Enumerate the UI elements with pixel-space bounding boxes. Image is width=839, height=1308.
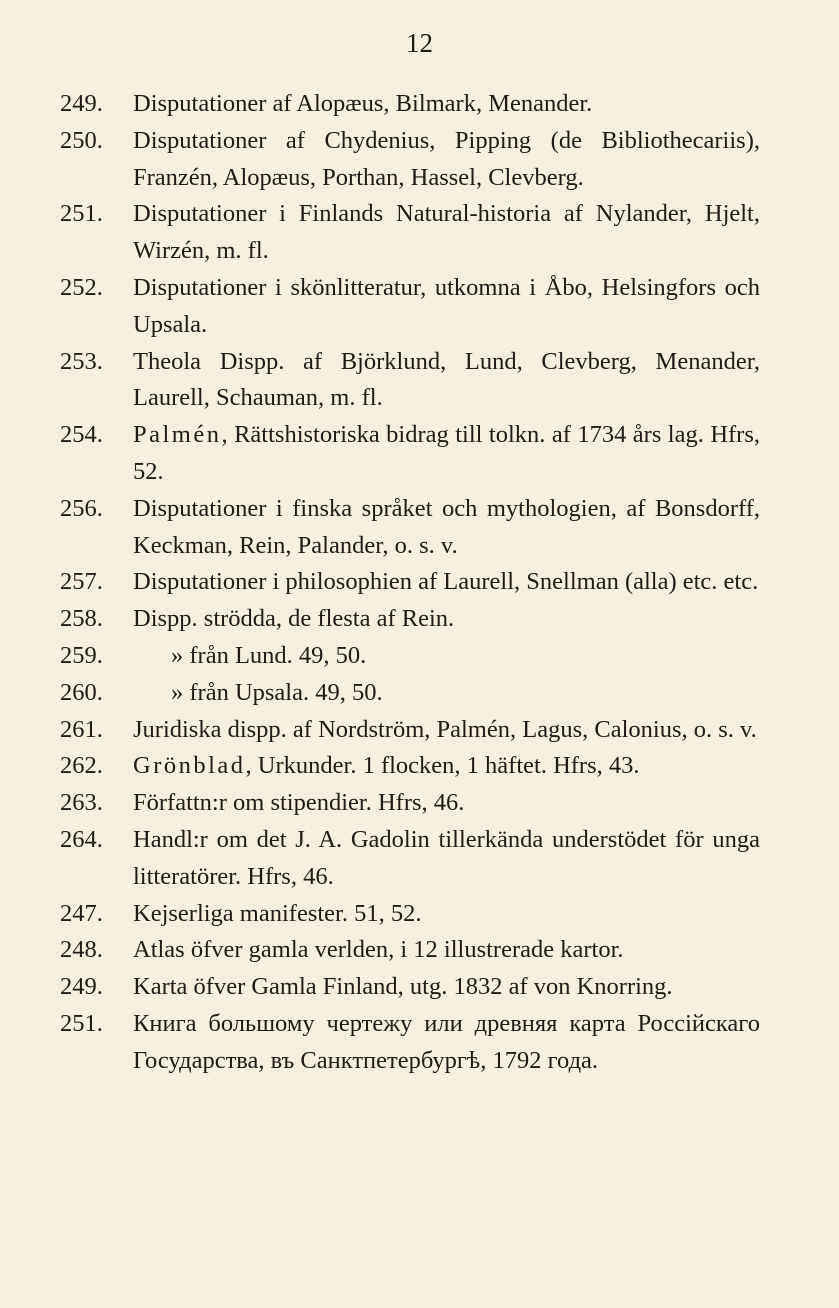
entry-text: Juridiska dispp. af Nordström, Palmén, Lagus, Calonius, o. s. v. (133, 715, 757, 743)
entry-text: Handl:r om det J. A. Gadolin tillerkända understödet för unga litteratörer. Hfrs, 46. (133, 825, 760, 890)
entry-number: 248. (60, 936, 103, 964)
entry-text: Theola Dispp. af Björklund, Lund, Clevberg, Menander, Laurell, Schauman, m. fl. (133, 347, 760, 412)
entry-number: 252. (60, 273, 103, 301)
entry (60, 675, 760, 712)
entry-number: 262. (60, 752, 103, 780)
entry-number: 254. (60, 421, 103, 449)
entry (60, 344, 760, 418)
entry-text: Книга большому чертежу или древняя карта Россійскаго Государства, въ Санктпетербургѣ, 1792 года. (133, 1009, 760, 1074)
entry-text: Disputationer i finska språket och mythologien, af Bonsdorff, Keckman, Rein, Palander, o. s. v. (133, 494, 760, 559)
entry-number: 249. (60, 973, 103, 1001)
entry-number: 251. (60, 1009, 103, 1037)
entry-text (133, 748, 760, 785)
entry (60, 969, 760, 1006)
entry-text: Karta öfver Gamla Finland, utg. 1832 af von Knorring. (133, 973, 673, 1001)
entry (60, 491, 760, 565)
page-number: 12 (406, 28, 433, 58)
entry (60, 896, 760, 933)
entry-text: » från Lund. 49, 50. (171, 641, 367, 669)
entry-number: 261. (60, 715, 103, 743)
entry (60, 638, 760, 675)
entry-number: 258. (60, 605, 103, 633)
entry (60, 601, 760, 638)
entry-number: 249. (60, 90, 103, 117)
entry-text: Dispp. strödda, de flesta af Rein. (133, 605, 455, 633)
entry-number: 259. (60, 641, 103, 669)
entry (60, 822, 760, 896)
entry-text (133, 417, 760, 491)
entry (60, 932, 760, 969)
entry-number: 263. (60, 789, 103, 817)
entry-number: 250. (60, 126, 103, 154)
entry (60, 748, 760, 785)
author-name: Grönblad (133, 752, 246, 780)
entry-text: Atlas öfver gamla verlden, i 12 illustrerade kartor. (133, 936, 624, 964)
entry (60, 123, 760, 197)
entry-list (60, 86, 760, 1080)
entry-text: Disputationer i Finlands Natural-historia af Nylander, Hjelt, Wirzén, m. fl. (133, 200, 760, 265)
entry-text: » från Upsala. 49, 50. (171, 678, 383, 706)
entry-text: Disputationer af Chydenius, Pipping (de Bibliothecariis), Franzén, Alopæus, Porthan, Hassel, Clevberg. (133, 126, 760, 191)
entry-text: Disputationer i skönlitteratur, utkomna i Åbo, Helsingfors och Upsala. (133, 273, 760, 338)
entry (60, 712, 760, 749)
entry (60, 270, 760, 344)
entry-text-rest: , Rättshistoriska bidrag till tolkn. af 1734 års lag. Hfrs, 52. (133, 421, 760, 485)
entry (60, 785, 760, 822)
entry-number: 257. (60, 568, 103, 596)
entry-number: 256. (60, 494, 103, 522)
entry-text: Disputationer i philosophien af Laurell, Snellman (alla) etc. etc. (133, 568, 759, 596)
entry-text: Kejserliga manifester. 51, 52. (133, 899, 422, 927)
entry-number: 264. (60, 825, 103, 853)
entry (60, 1006, 760, 1080)
entry (60, 86, 760, 123)
entry-number: 253. (60, 347, 103, 375)
entry-text: Författn:r om stipendier. Hfrs, 46. (133, 789, 465, 817)
entry (60, 196, 760, 270)
author-name: Palmén (133, 421, 222, 449)
entry-text: Disputationer af Alopæus, Bilmark, Menander. (133, 90, 593, 117)
entry-text-rest: , Urkunder. 1 flocken, 1 häftet. Hfrs, 43. (245, 752, 640, 780)
entry-number: 260. (60, 678, 103, 706)
entry-number: 247. (60, 899, 103, 927)
entry-number: 251. (60, 200, 103, 228)
entry (60, 417, 760, 491)
entry (60, 564, 760, 601)
